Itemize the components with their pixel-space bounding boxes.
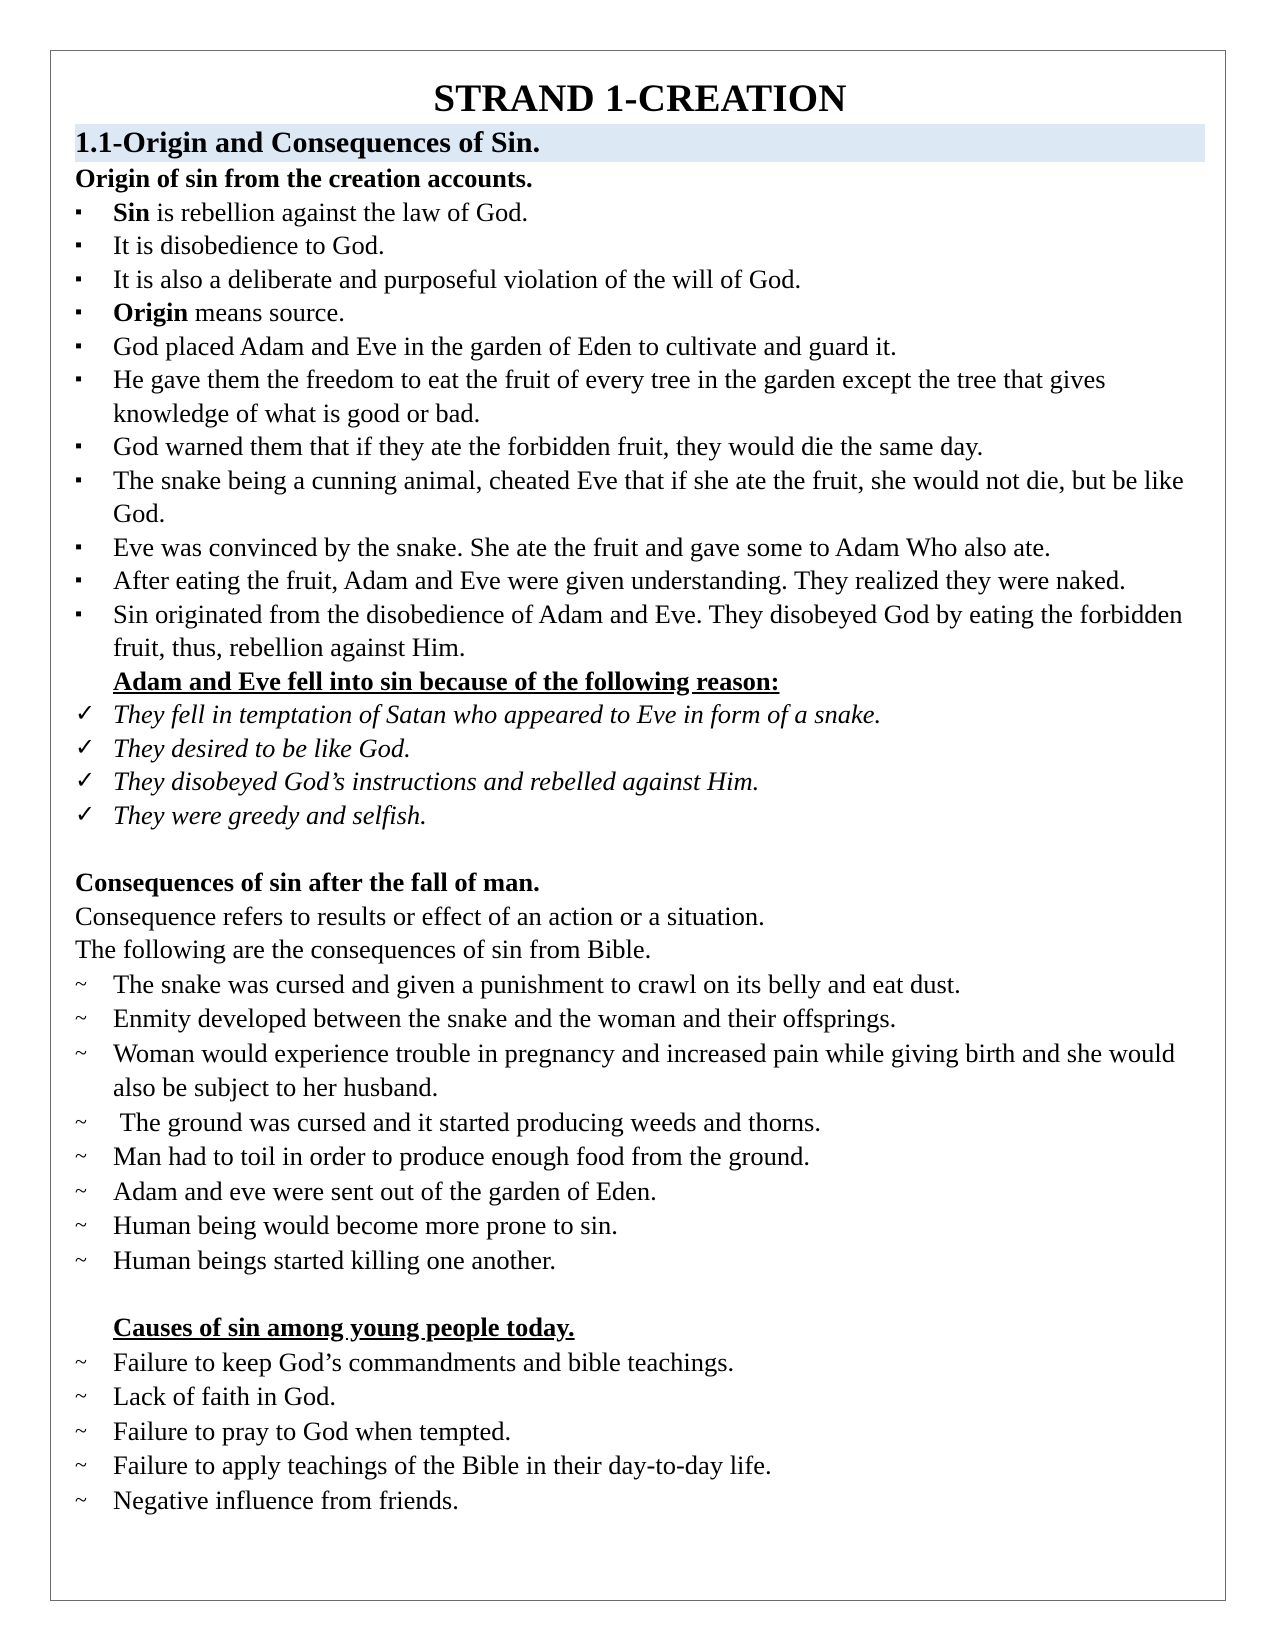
list-item: [75, 1345, 1205, 1380]
bullet-body: Eve was convinced by the snake. She ate the fruit and gave some to Adam Who also ate.: [113, 531, 1051, 562]
reason-heading: Adam and Eve fell into sin because of the following reason:: [113, 665, 780, 696]
consequence-text: Enmity developed between the snake and the woman and their offsprings.: [113, 1003, 897, 1033]
tilde-bullet-icon: ~: [75, 1039, 87, 1065]
list-item: [75, 1483, 1205, 1518]
bullet-text: [113, 564, 1205, 598]
causes-heading: Causes of sin among young people today.: [113, 1312, 575, 1342]
list-item: [75, 1414, 1205, 1449]
list-item: [75, 1379, 1205, 1414]
list-item: [75, 1448, 1205, 1483]
list-item: [75, 464, 1205, 531]
checkmark-icon: ✓: [75, 701, 96, 727]
tilde-bullet-icon: ~: [75, 1177, 87, 1203]
square-bullet-icon: ▪: [75, 468, 83, 491]
reason-text: They disobeyed God’s instructions and rebelled against Him.: [113, 766, 760, 796]
origin-bullet-list: [75, 196, 1205, 665]
tilde-bullet-icon: ~: [75, 970, 87, 996]
tilde-bullet-icon: ~: [75, 1486, 87, 1512]
bullet-body: God placed Adam and Eve in the garden of Eden to cultivate and guard it.: [113, 330, 897, 361]
list-item: [75, 263, 1205, 297]
bullet-text: [113, 229, 1205, 263]
square-bullet-icon: ▪: [75, 267, 83, 290]
reason-check-list: [75, 698, 1205, 832]
spacer: [75, 1277, 1205, 1311]
bullet-body: After eating the fruit, Adam and Eve were given understanding. They realized they were naked.: [113, 565, 1126, 595]
list-item: [75, 598, 1205, 665]
bullet-term: Origin: [113, 297, 189, 327]
section-heading: 1.1-Origin and Consequences of Sin.: [75, 124, 1205, 162]
cause-text: Negative influence from friends.: [113, 1484, 459, 1515]
bullet-text: [113, 598, 1205, 665]
list-item: [75, 1174, 1205, 1209]
bullet-text: [113, 464, 1205, 531]
bullet-term: Sin: [113, 196, 150, 227]
reason-text: They were greedy and selfish.: [113, 799, 427, 830]
cause-text: Lack of faith in God.: [113, 1381, 336, 1411]
bullet-body: It is also a deliberate and purposeful violation of the will of God.: [113, 263, 802, 294]
tilde-bullet-icon: ~: [75, 1246, 87, 1272]
bullet-text: [113, 531, 1205, 565]
bullet-text: [113, 263, 1205, 297]
causes-list: [75, 1345, 1205, 1518]
bullet-text: [113, 330, 1205, 364]
consequence-text: Adam and eve were sent out of the garden of Eden.: [113, 1175, 657, 1206]
list-item: [75, 1036, 1205, 1105]
square-bullet-icon: ▪: [75, 435, 83, 457]
list-item: [75, 765, 1205, 799]
cause-text: Failure to pray to God when tempted.: [113, 1415, 512, 1446]
consequence-text: Woman would experience trouble in pregnancy and increased pain while giving birth and she would also be subject to her husband.: [113, 1037, 1182, 1102]
list-item: [75, 430, 1205, 464]
list-item: [75, 1139, 1205, 1174]
bullet-body: God warned them that if they ate the forbidden fruit, they would die the same day.: [113, 431, 984, 461]
bullet-body: He gave them the freedom to eat the fruit of every tree in the garden except the tree that gives knowledge of what is good or bad.: [113, 364, 1106, 428]
bullet-text: [113, 430, 1205, 464]
list-item: [75, 1105, 1205, 1140]
list-item: [75, 1243, 1205, 1278]
square-bullet-icon: ▪: [75, 368, 83, 390]
square-bullet-icon: ▪: [75, 535, 83, 558]
square-bullet-icon: ▪: [75, 334, 83, 357]
consequence-text: The snake was cursed and given a punishment to crawl on its belly and eat dust.: [113, 968, 961, 999]
list-item: [75, 363, 1205, 430]
origin-heading: Origin of sin from the creation accounts.: [75, 163, 533, 193]
consequence-text: The ground was cursed and it started producing weeds and thorns.: [113, 1106, 821, 1137]
square-bullet-icon: ▪: [75, 301, 83, 323]
consequence-text: Human being would become more prone to sin.: [113, 1210, 618, 1240]
tilde-bullet-icon: ~: [75, 1005, 87, 1030]
cause-text: Failure to apply teachings of the Bible in their day-to-day life.: [113, 1450, 772, 1480]
spacer: [75, 832, 1205, 866]
list-item: [75, 564, 1205, 598]
consequences-heading: Consequences of sin after the fall of man.: [75, 867, 540, 897]
checkmark-icon: ✓: [75, 801, 96, 828]
list-item: [75, 330, 1205, 364]
tilde-bullet-icon: ~: [75, 1348, 87, 1374]
bullet-body: Sin originated from the disobedience of Adam and Eve. They disobeyed God by eating the forbidden fruit, thus, rebellion against Him.: [113, 598, 1183, 662]
document-body: [75, 74, 1205, 1517]
consequence-list: [75, 967, 1205, 1278]
checkmark-icon: ✓: [75, 734, 96, 761]
square-bullet-icon: ▪: [75, 569, 83, 591]
bullet-text: [113, 296, 1205, 330]
list-item: [75, 967, 1205, 1002]
tilde-bullet-icon: ~: [75, 1212, 87, 1237]
list-item: [75, 1208, 1205, 1243]
list-item: [75, 1001, 1205, 1036]
list-item: [75, 698, 1205, 732]
list-item: [75, 531, 1205, 565]
tilde-bullet-icon: ~: [75, 1417, 87, 1443]
tilde-bullet-icon: ~: [75, 1143, 87, 1168]
reason-text: They desired to be like God.: [113, 732, 411, 763]
bullet-body: is rebellion against the law of God.: [149, 196, 529, 227]
bullet-body: The snake being a cunning animal, cheated Eve that if she ate the fruit, she would not die, but be like God.: [113, 464, 1184, 528]
bullet-text: [113, 363, 1205, 430]
list-item: [75, 196, 1205, 230]
consequence-definition: Consequence refers to results or effect of an action or a situation.: [75, 900, 765, 931]
square-bullet-icon: ▪: [75, 602, 83, 625]
consequence-intro: The following are the consequences of sin from Bible.: [75, 934, 652, 964]
tilde-bullet-icon: ~: [75, 1452, 87, 1477]
bullet-body: means source.: [188, 297, 345, 327]
consequence-text: Human beings started killing one another.: [113, 1244, 557, 1275]
cause-text: Failure to keep God’s commandments and bible teachings.: [113, 1346, 735, 1377]
bullet-text: [113, 196, 1205, 230]
consequence-text: Man had to toil in order to produce enough food from the ground.: [113, 1141, 810, 1171]
list-item: [75, 799, 1205, 833]
reason-text: They fell in temptation of Satan who appeared to Eve in form of a snake.: [113, 699, 882, 729]
document-title: STRAND 1-CREATION: [433, 77, 847, 120]
list-item: [75, 296, 1205, 330]
bullet-body: It is disobedience to God.: [113, 230, 385, 260]
checkmark-icon: ✓: [75, 768, 96, 794]
list-item: [75, 229, 1205, 263]
square-bullet-icon: ▪: [75, 234, 83, 256]
tilde-bullet-icon: ~: [75, 1108, 87, 1134]
square-bullet-icon: ▪: [75, 200, 83, 223]
list-item: [75, 732, 1205, 766]
tilde-bullet-icon: ~: [75, 1383, 87, 1408]
